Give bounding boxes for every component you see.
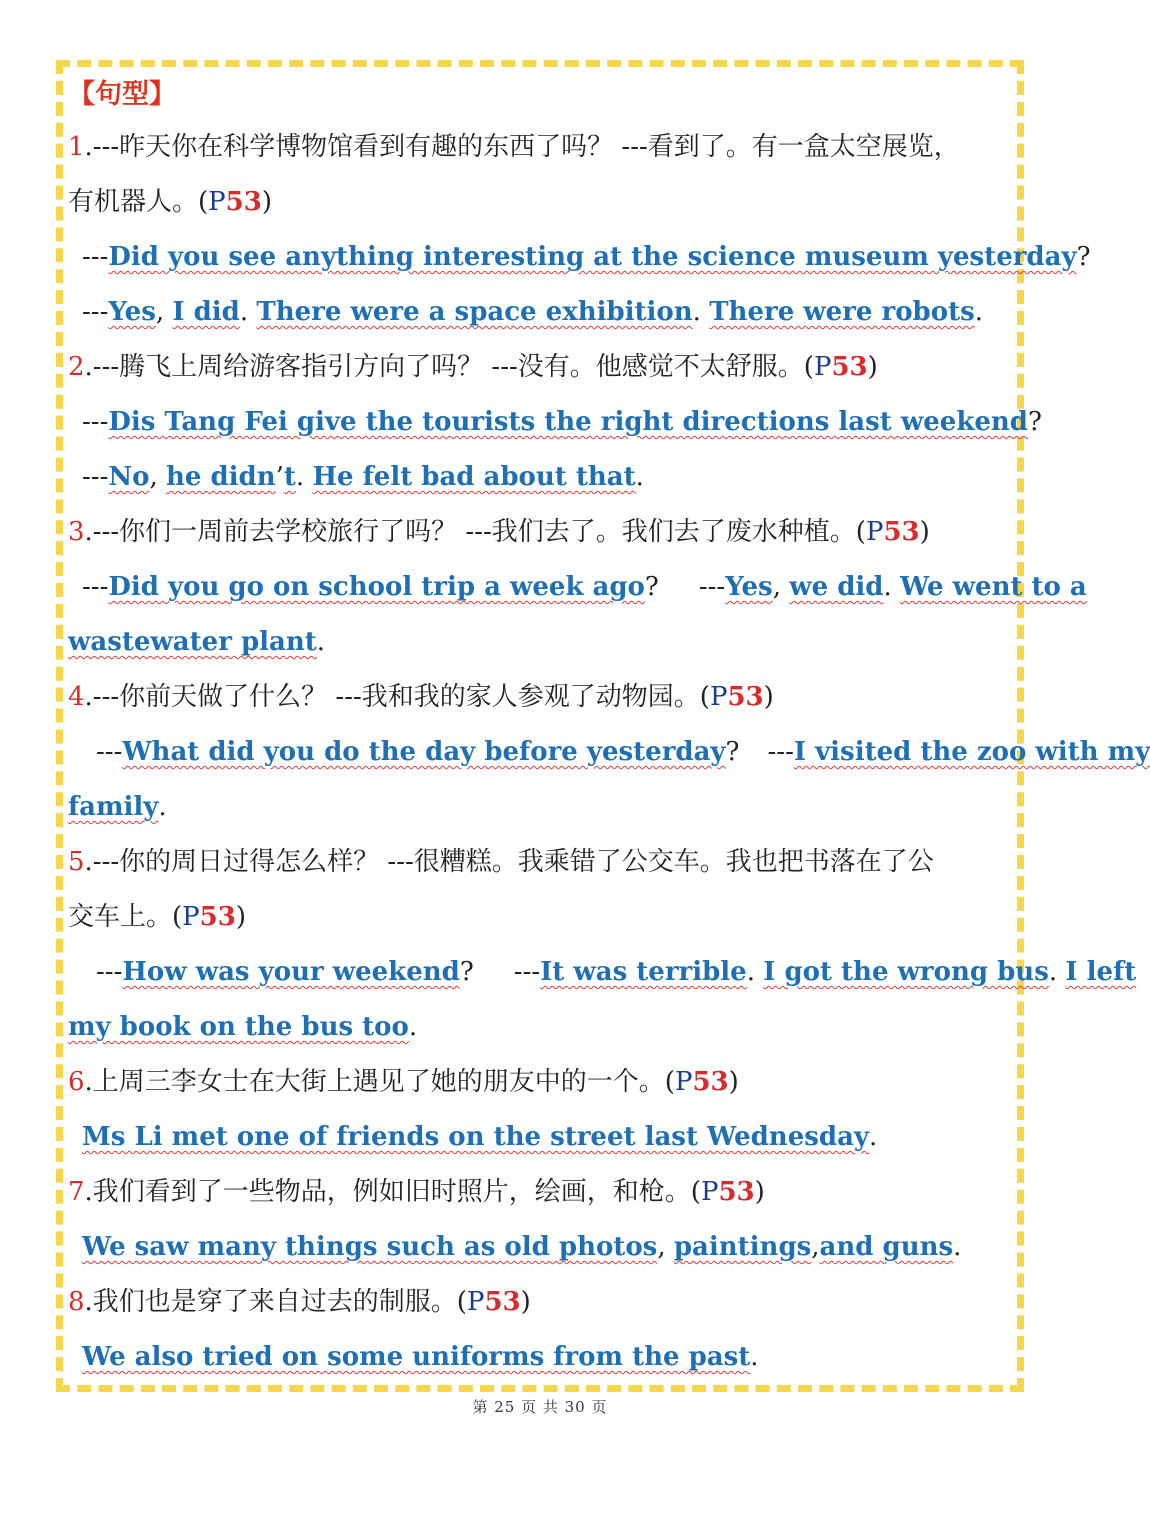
item-number: 3 [68,517,85,547]
item-4-english-qa [68,725,1150,780]
dash-prefix: --- [698,572,726,602]
english-phrase: and guns [819,1232,954,1262]
question-mark: ? [644,572,659,602]
item-number: 4 [68,682,85,712]
dash-prefix: --- [96,737,123,767]
chinese-text: .---你们一周前去学校旅行了吗？ ---我们去了。我们去了废水种植。( [84,517,866,547]
page-ref-number: 53 [692,1067,729,1097]
period: . [953,1232,962,1262]
page-ref-close: ) [754,1177,765,1207]
page-ref-p: P [700,1177,719,1207]
english-phrase: Yes [725,572,773,602]
chinese-text: .---你前天做了什么？ ---我和我的家人参观了动物园。( [84,682,710,712]
period: . [869,1122,878,1152]
question-mark: ? [1076,242,1091,272]
comma: , [811,1232,820,1262]
english-sentence: Did you go on school trip a week ago [108,572,645,602]
period: . [974,297,983,327]
english-phrase: We went to a [899,572,1087,602]
item-2-chinese-line [68,340,1020,395]
period: . [746,957,755,987]
page-ref-number: 53 [199,902,236,932]
english-phrase: I got the wrong bus [763,957,1049,987]
dash-prefix: --- [82,297,109,327]
dash-prefix: --- [767,737,794,767]
page-ref-p: P [709,682,728,712]
item-5-english-qa [68,945,1137,1000]
period: . [883,572,892,602]
page-ref-close: ) [867,352,878,382]
page-ref-p: P [208,187,226,217]
dash-prefix: --- [96,957,123,987]
page-ref-number: 53 [484,1287,521,1317]
comma: , [657,1232,666,1262]
period: . [408,1012,418,1042]
item-4-chinese-line [68,670,1020,725]
item-1-english-answer [68,285,1020,340]
period: . [692,297,701,327]
period: . [295,462,305,492]
dash-prefix: --- [82,407,109,437]
apostrophe: ’ [275,462,284,492]
item-5-chinese-line-2 [68,890,1020,945]
english-sentence: How was your weekend [122,957,460,987]
english-phrase: wastewater plant [68,627,317,657]
english-phrase: There were robots [709,297,975,327]
chinese-text: .我们看到了一些物品，例如旧时照片，绘画，和枪。( [84,1177,701,1207]
page-ref-p: P [674,1067,693,1097]
period: . [635,462,644,492]
english-sentence: Dis Tang Fei give the tourists the right directions last weekend [108,407,1028,437]
item-8-english-line [68,1330,1020,1385]
english-sentence: What did you do the day before yesterday [122,737,726,767]
page-ref-number: 53 [718,1177,755,1207]
comma: , [149,462,158,492]
item-2-english-question [68,395,1042,450]
question-mark: ? [1027,407,1042,437]
item-1-chinese-line-1 [68,120,1020,175]
english-phrase: paintings [673,1232,812,1262]
item-5-english-continuation [68,1000,1020,1055]
dash-prefix: --- [82,572,109,602]
dash-prefix: --- [82,462,109,492]
item-number: 8 [68,1287,85,1317]
chinese-text: .---昨天你在科学博物馆看到有趣的东西了吗？ ---看到了。有一盒太空展览， [84,132,960,162]
english-phrase: I visited the zoo with my [793,737,1150,767]
item-8-chinese-line [68,1275,1020,1330]
page-ref-number: 53 [831,352,868,382]
item-1-chinese-line-2 [68,175,1020,230]
english-sentence: We also tried on some uniforms from the past [82,1342,751,1372]
chinese-text: .上周三李女士在大街上遇见了她的朋友中的一个。( [84,1067,675,1097]
page-ref-close: ) [919,517,930,547]
chinese-text: .我们也是穿了来自过去的制服。( [84,1287,467,1317]
page-ref-p: P [865,517,884,547]
page-ref-p: P [182,902,200,932]
english-phrase: t [283,462,296,492]
item-3-chinese-line [68,505,1020,560]
period: . [316,627,326,657]
sentence-patterns-section [68,70,1150,1385]
page-ref-close: ) [235,902,246,932]
item-number: 1 [68,132,85,162]
period: . [1048,957,1058,987]
english-phrase: we did [789,572,884,602]
chinese-text: 有机器人。( [68,187,209,217]
english-sentence: Ms Li met one of friends on the street last Wednesday [82,1122,870,1152]
period: . [158,792,167,822]
page-ref-close: ) [261,187,272,217]
english-phrase: No [108,462,150,492]
english-phrase: my book on the bus too [68,1012,409,1042]
item-3-english-continuation [68,615,1020,670]
english-phrase: Yes [108,297,156,327]
section-heading: 【句型】 [68,79,176,110]
item-number: 7 [68,1177,85,1207]
english-phrase: I did [172,297,240,327]
page-ref-number: 53 [727,682,764,712]
chinese-text: .---腾飞上周给游客指引方向了吗？ ---没有。他感觉不太舒服。( [84,352,814,382]
english-phrase: It was terrible [540,957,747,987]
chinese-text: .---你的周日过得怎么样？ ---很糟糕。我乘错了公交车。我也把书落在了公 [84,847,934,877]
page-ref-p: P [466,1287,485,1317]
item-2-english-answer [68,450,1020,505]
page-footer: 第 25 页 共 30 页 [472,1398,608,1416]
period: . [750,1342,759,1372]
page-ref-p: P [813,352,832,382]
page-ref-close: ) [763,682,774,712]
item-number: 6 [68,1067,85,1097]
question-mark: ? [459,957,474,987]
english-phrase: He felt bad about that [312,462,636,492]
item-6-chinese-line [68,1055,1020,1110]
dash-prefix: --- [513,957,541,987]
comma: , [772,572,781,602]
chinese-text: 交车上。( [68,902,183,932]
english-phrase: There were a space exhibition [256,297,693,327]
question-mark: ? [725,737,740,767]
item-number: 5 [68,847,85,877]
period: . [239,297,249,327]
english-sentence: Did you see anything interesting at the science museum yesterday [108,242,1077,272]
item-3-english-qa [68,560,1087,615]
item-7-chinese-line [68,1165,1020,1220]
item-7-english-line [68,1220,1020,1275]
english-phrase: We saw many things such as old photos [82,1232,658,1262]
dash-prefix: --- [82,242,109,272]
english-phrase: he didn [166,462,276,492]
english-phrase: I left [1065,957,1137,987]
page-ref-close: ) [728,1067,739,1097]
item-number: 2 [68,352,85,382]
item-5-chinese-line-1 [68,835,1020,890]
english-phrase: family [68,792,159,822]
item-6-english-line [68,1110,1020,1165]
item-1-english-question [68,230,1091,285]
page-ref-close: ) [520,1287,531,1317]
page-ref-number: 53 [225,187,262,217]
comma: , [155,297,165,327]
page-ref-number: 53 [883,517,920,547]
item-4-english-continuation [68,780,1020,835]
